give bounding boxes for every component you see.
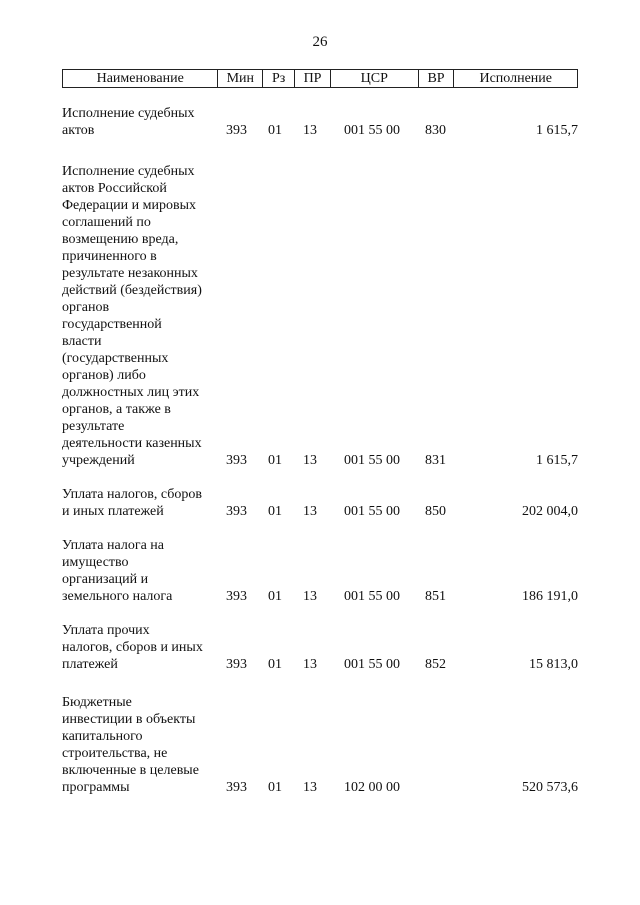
row-rz: 01 [268,453,282,468]
row-vr: 831 [425,453,446,468]
row-csr: 001 55 00 [344,589,400,604]
header-isp: Исполнение [479,71,552,86]
table-row [62,538,578,605]
row-vr: 852 [425,657,446,672]
row-csr: 001 55 00 [344,504,400,519]
row-pr: 13 [303,589,317,604]
row-min: 393 [226,123,247,138]
row-pr: 13 [303,123,317,138]
row-csr: 001 55 00 [344,123,400,138]
row-pr: 13 [303,453,317,468]
header-min: Мин [218,70,263,87]
row-isp: 1 615,7 [536,453,578,468]
row-csr: 102 00 00 [344,780,400,795]
row-isp: 1 615,7 [536,123,578,138]
row-rz: 01 [268,780,282,795]
row-vr: 850 [425,504,446,519]
row-name: Бюджетные инвестиции в объекты капитального строительства, не включенные в целевые программы [62,695,199,795]
header-pr: ПР [295,70,331,87]
table-row [62,695,578,796]
row-isp: 15 813,0 [529,657,578,672]
row-pr: 13 [303,657,317,672]
page-number: 26 [312,34,328,50]
table-header [62,69,578,88]
header-rz: Рз [263,70,295,87]
row-rz: 01 [268,657,282,672]
row-csr: 001 55 00 [344,453,400,468]
header-name: Наименование [63,70,218,87]
row-isp: 520 573,6 [522,780,578,795]
row-name: Уплата налога на имущество организаций и земельного налога [62,538,173,604]
row-isp: 202 004,0 [522,504,578,519]
header-csr: ЦСР [331,70,419,87]
row-min: 393 [226,453,247,468]
table-row [62,164,578,469]
row-rz: 01 [268,123,282,138]
row-min: 393 [226,589,247,604]
row-min: 393 [226,657,247,672]
row-vr: 830 [425,123,446,138]
row-min: 393 [226,780,247,795]
header-vr: ВР [419,70,455,87]
table-row [62,106,578,139]
row-vr: 851 [425,589,446,604]
row-min: 393 [226,504,247,519]
table-row [62,487,578,520]
row-rz: 01 [268,589,282,604]
table-row [62,623,578,673]
row-csr: 001 55 00 [344,657,400,672]
row-name: Уплата прочих налогов, сборов и иных платежей [62,623,203,672]
row-name: Исполнение судебных актов Российской Федерации и мировых соглашений по возмещению вреда, причиненного в результате незаконных действий (бездействия) органов государственной власти (государственных органов) либо должностных лиц этих органов, а также в результате деятельности казенных учреждений [62,164,202,468]
row-pr: 13 [303,504,317,519]
row-pr: 13 [303,780,317,795]
row-name: Исполнение судебных актов [62,106,195,138]
row-isp: 186 191,0 [522,589,578,604]
row-rz: 01 [268,504,282,519]
row-name: Уплата налогов, сборов и иных платежей [62,487,202,519]
